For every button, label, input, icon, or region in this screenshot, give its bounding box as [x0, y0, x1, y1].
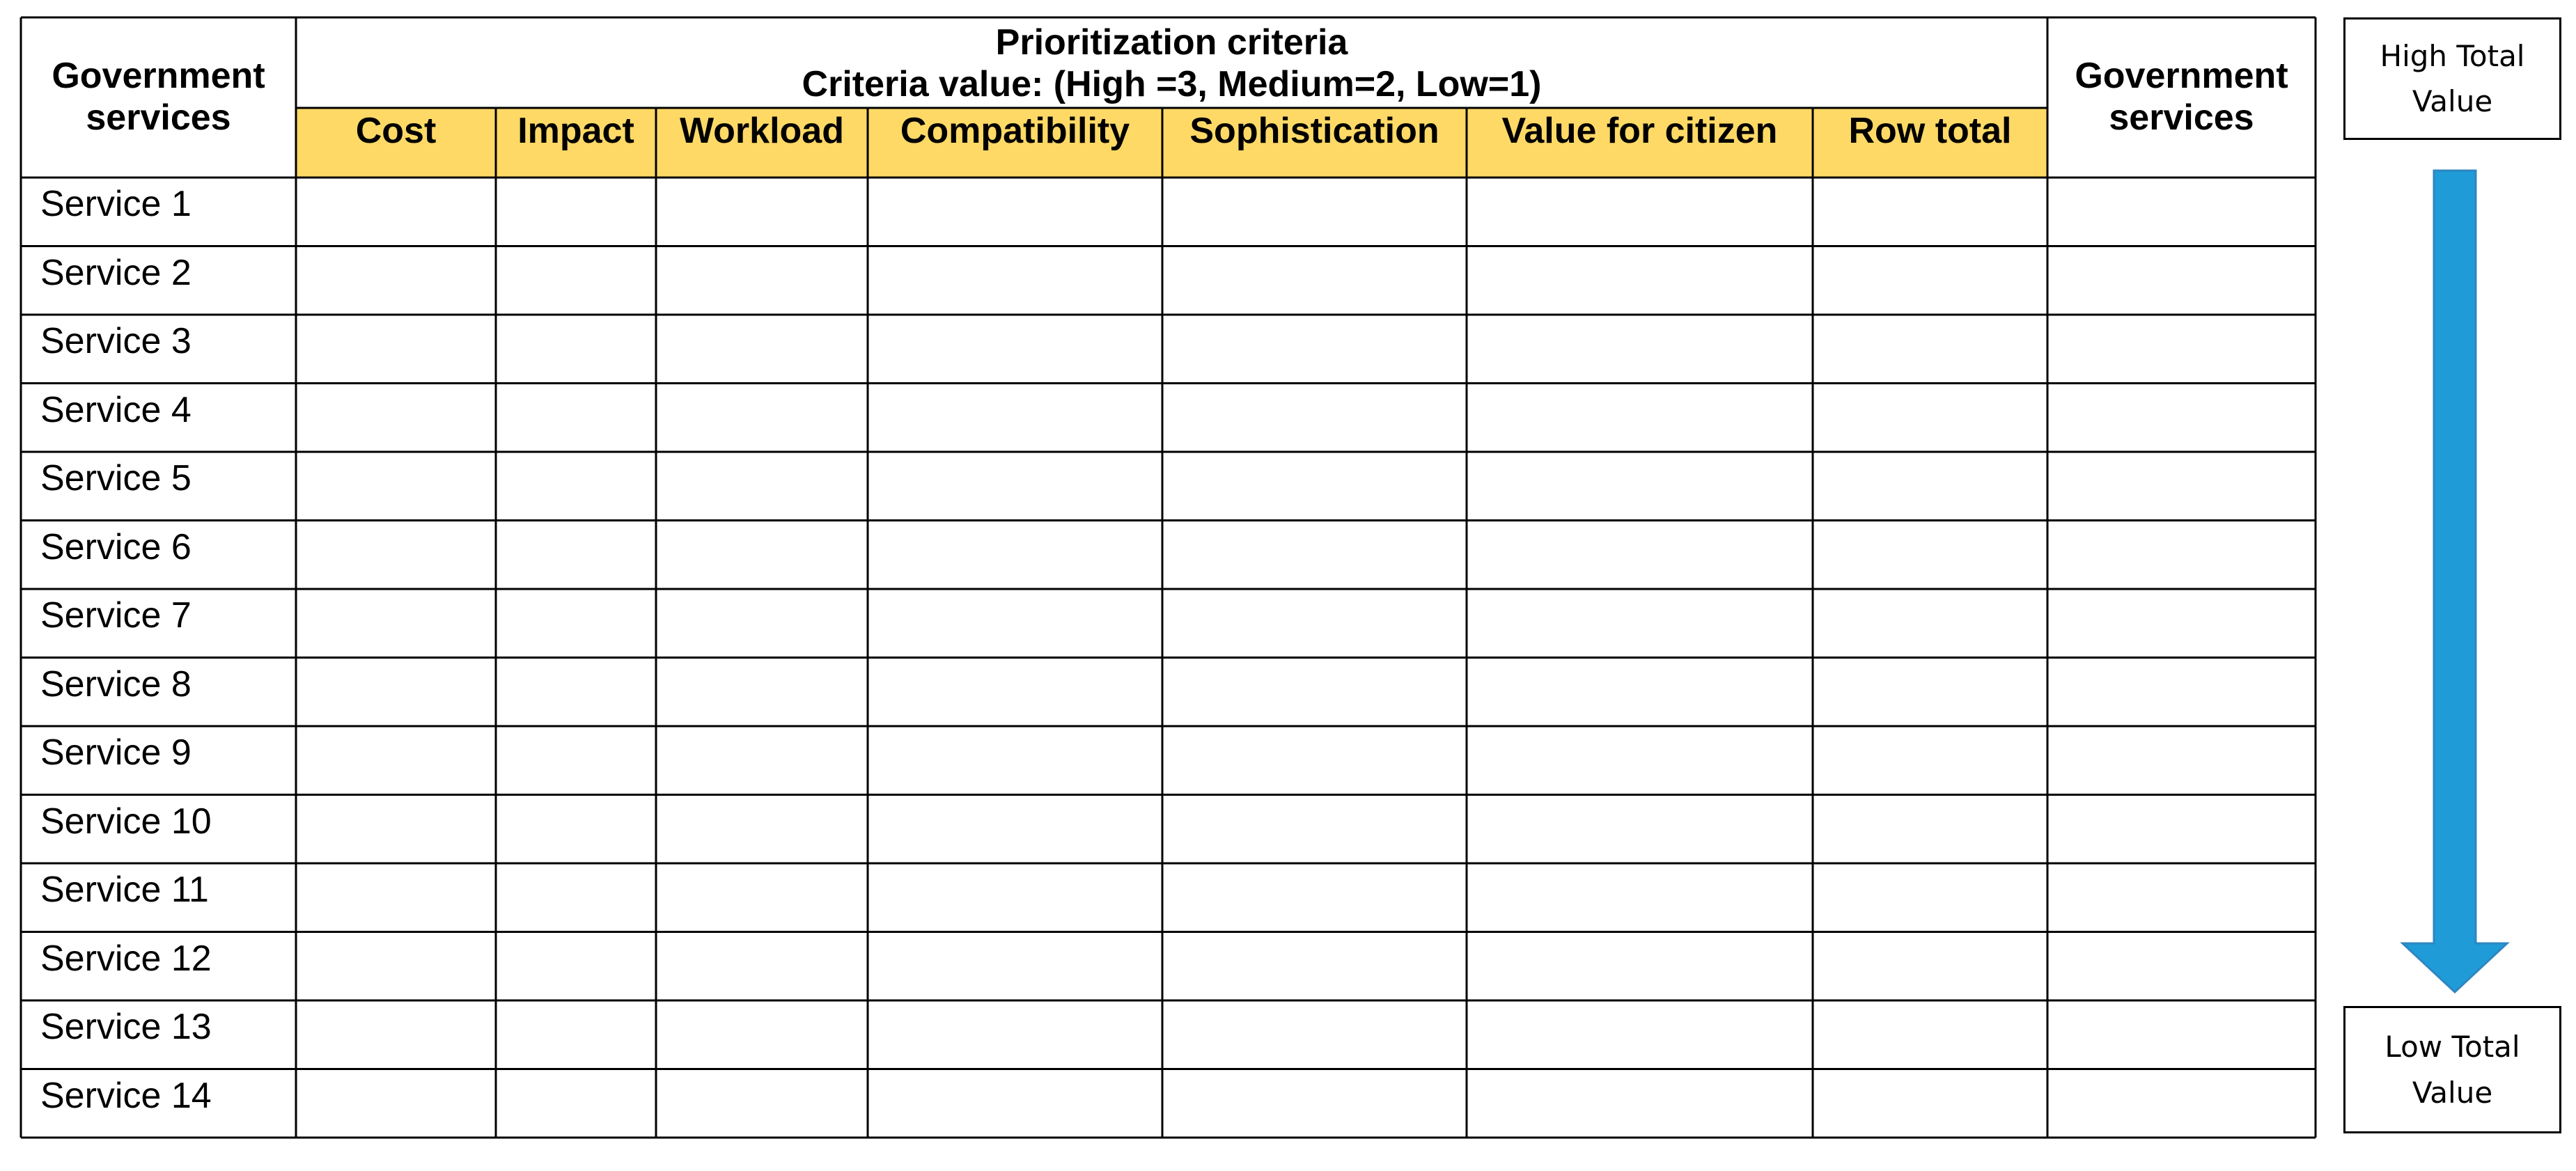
criteria-header-sophistication: Sophistication — [1162, 108, 1467, 178]
criteria-header-row-total: Row total — [1813, 108, 2047, 178]
service-row-label: Service 8 — [40, 663, 192, 705]
service-row-label: Service 6 — [40, 526, 192, 567]
service-row-label: Service 3 — [40, 321, 192, 361]
row-header-label: Government services — [52, 56, 265, 138]
service-row-label: Service 14 — [40, 1075, 212, 1116]
service-row-label: Service 9 — [40, 732, 192, 773]
service-row-label: Service 5 — [40, 458, 192, 498]
criteria-subtitle-text: Criteria value: (High =3, Medium=2, Low=1) — [802, 64, 1542, 104]
service-row-label: Service 10 — [40, 801, 212, 842]
low-total-value-box: Low Total Value — [2343, 1006, 2561, 1133]
service-row-label: Service 4 — [40, 389, 192, 430]
service-row-label: Service 7 — [40, 595, 192, 636]
service-row-label: Service 1 — [40, 184, 192, 224]
service-row-label: Service 11 — [40, 870, 209, 910]
right-header-label: Government services — [2075, 56, 2288, 138]
criteria-header-value-for-citizen: Value for citizen — [1467, 108, 1813, 178]
service-row-label: Service 12 — [40, 938, 212, 979]
criteria-title-text: Prioritization criteria — [995, 22, 1348, 63]
criteria-header-workload: Workload — [656, 108, 868, 178]
criteria-header-impact: Impact — [496, 108, 656, 178]
service-row-label: Service 2 — [40, 252, 192, 293]
high-total-value-box: High Total Value — [2343, 17, 2561, 140]
criteria-header-cost: Cost — [296, 108, 496, 178]
criteria-header-compatibility: Compatibility — [868, 108, 1162, 178]
service-row-label: Service 13 — [40, 1007, 212, 1047]
down-arrow-icon — [2396, 167, 2514, 996]
